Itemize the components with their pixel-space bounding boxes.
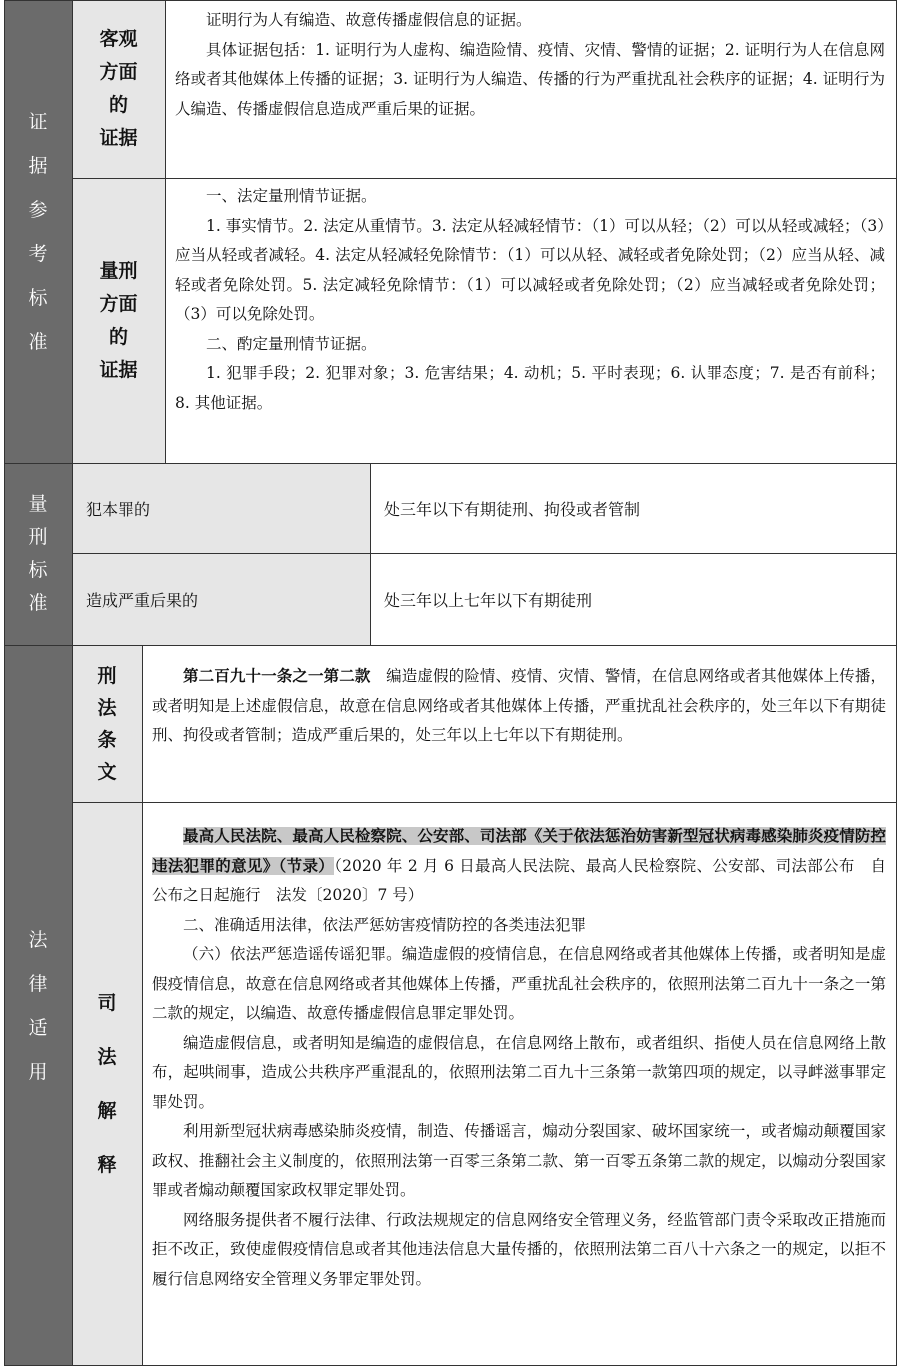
penalty-result-2: 处三年以上七年以下有期徒刑: [384, 590, 593, 610]
objective-para: 具体证据包括：1. 证明行为人虚构、编造险情、疫情、灾情、警情的证据；2. 证明行为人在信息网络或者其他媒体上传播的证据；3. 证明行为人编造、传播的行为严重扰乱社会秩序的证据；4. 证明行为人编造、传播虚假信息造成严重后果的证据。: [175, 40, 885, 118]
evidence-label-char: 据: [28, 154, 48, 177]
criminal-law-label-char: 条: [97, 728, 117, 751]
objective-evidence-text: [175, 6, 885, 124]
article-title: 第二百九十一条之一第二款: [183, 667, 371, 685]
article-text: 编造虚假的险情、疫情、灾情、警情，在信息网络或者其他媒体上传播，或者明知是上述虚假信息，故意在信息网络或者其他媒体上传播，严重扰乱社会秩序的，处三年以下有期徒刑、拘役或者管制；造成严重后果的，处三年以上七年以下有期徒刑。: [152, 667, 886, 744]
law-label-char: 律: [28, 972, 48, 995]
evidence-label-char: 考: [28, 242, 48, 265]
evidence-label-char: 准: [28, 330, 48, 353]
objective-label-line: 的: [108, 94, 128, 116]
sentencing-evidence-text: [175, 182, 885, 418]
judicial-label-char: 法: [97, 1046, 117, 1068]
criminal-law-label-char: 文: [97, 760, 117, 783]
evidence-label-char: 证: [28, 110, 48, 133]
law-label-char: 适: [28, 1016, 48, 1039]
judicial-para: （六）依法严惩造谣传谣犯罪。编造虚假的疫情信息，在信息网络或者其他媒体上传播，或者明知是虚假疫情信息，故意在信息网络或者其他媒体上传播，严重扰乱社会秩序的，依照刑法第二百九十一条之一第二款的规定，以编造、故意传播虚假信息罪定罪处罚。: [152, 945, 886, 1022]
judicial-doc-title: 最高人民法院、最高人民检察院、公安部、司法部《关于依法惩治妨害新型冠状病毒感染肺炎疫情防控违法犯罪的意见》（节录）: [152, 827, 886, 875]
objective-label-line: 客观: [99, 28, 138, 50]
criminal-law-label-char: 刑: [97, 664, 117, 687]
evidence-label-char: 参: [28, 198, 48, 221]
penalty-condition-1: 犯本罪的: [86, 499, 151, 519]
penalty-label-char: 标: [28, 559, 48, 581]
sentencing-label-line: 证据: [99, 358, 138, 381]
penalty-condition-2: 造成严重后果的: [86, 590, 199, 610]
objective-label-line: 方面: [99, 61, 138, 83]
law-label-char: 法: [28, 928, 48, 951]
judicial-label-char: 释: [97, 1154, 117, 1176]
judicial-para: 编造虚假信息，或者明知是编造的虚假信息，在信息网络上散布，或者组织、指使人员在信息网络上散布，起哄闹事，造成公共秩序严重混乱的，依照刑法第二百九十三条第一款第四项的规定，以寻衅滋事罪定罪处罚。: [152, 1033, 886, 1111]
judicial-text: [152, 822, 886, 1294]
judicial-doc-meta: （2020 年 2 月 6 日最高人民法院、最高人民检察院、公安部、司法部公布 自公布之日起施行 法发〔2020〕7 号）: [152, 856, 886, 904]
sentencing-label-line: 方面: [99, 292, 138, 315]
judicial-label-char: 司: [97, 992, 117, 1014]
criminal-law-label-char: 法: [97, 696, 117, 719]
objective-label-line: 证据: [99, 127, 138, 149]
penalty-label-char: 量: [28, 493, 48, 515]
evidence-label-char: 标: [28, 286, 48, 309]
judicial-para: 二、准确适用法律，依法严惩妨害疫情防控的各类违法犯罪: [183, 915, 587, 934]
penalty-label-char: 准: [28, 592, 48, 614]
penalty-result-1: 处三年以下有期徒刑、拘役或者管制: [384, 499, 641, 519]
criminal-law-text: [152, 662, 886, 751]
objective-para: 证明行为人有编造、故意传播虚假信息的证据。: [206, 11, 532, 29]
penalty-label-char: 刑: [28, 526, 48, 548]
judicial-label-char: 解: [97, 1100, 117, 1122]
sentencing-label-line: 量刑: [99, 259, 138, 282]
law-label-char: 用: [28, 1060, 48, 1083]
sentencing-para: 二、酌定量刑情节证据。: [206, 334, 377, 353]
sentencing-para: 1. 事实情节。2. 法定从重情节。3. 法定从轻减轻情节：（1）可以从轻；（2）可以从轻或减轻；（3）应当从轻或者减轻。4. 法定从轻减轻免除情节：（1）可以从轻、减轻或者免除处罚；（2）应当从轻、减轻或者免除处罚。5. 法定减轻免除情节：（1）可以减轻或者免除处罚；（2）应当减轻或者免除处罚；（3）可以免除处罚。: [175, 216, 885, 323]
sentencing-para: 一、法定量刑情节证据。: [206, 187, 377, 205]
sentencing-para: 1. 犯罪手段；2. 犯罪对象；3. 危害结果；4. 动机；5. 平时表现；6. 认罪态度；7. 是否有前科；8. 其他证据。: [175, 364, 885, 412]
judicial-para: 网络服务提供者不履行法律、行政法规规定的信息网络安全管理义务，经监管部门责令采取改正措施而拒不改正，致使虚假疫情信息或者其他违法信息大量传播的，依照刑法第二百八十六条之一的规定，以拒不履行信息网络安全管理义务罪定罪处罚。: [152, 1210, 886, 1288]
sentencing-label-line: 的: [108, 325, 128, 348]
judicial-para: 利用新型冠状病毒感染肺炎疫情，制造、传播谣言，煽动分裂国家、破坏国家统一，或者煽动颠覆国家政权、推翻社会主义制度的，依照刑法第一百零三条第二款、第一百零五条第二款的规定，以煽动分裂国家罪或者煽动颠覆国家政权罪定罪处罚。: [152, 1122, 886, 1199]
